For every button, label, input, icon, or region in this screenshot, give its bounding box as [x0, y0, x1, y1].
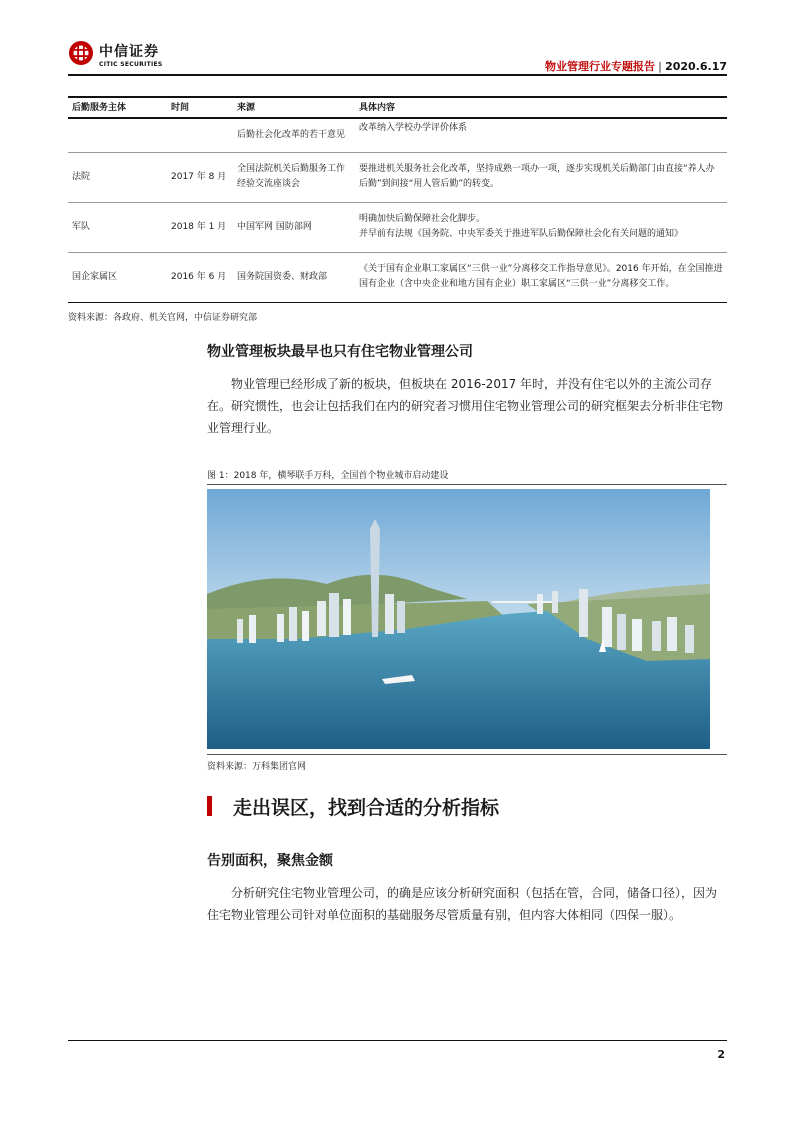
- table-row: [68, 152, 727, 202]
- logo-english-name: CITIC SECURITIES: [99, 61, 163, 68]
- paragraph-residential: 物业管理已经形成了新的板块，但板块在 2016-2017 年时，并没有住宅以外的主流公司存在。研究惯性，也会让包括我们在内的研究者习惯用住宅物业管理公司的研究框架去分析非住宅物业管理行业。: [207, 377, 724, 435]
- section-heading-residential: 物业管理板块最早也只有住宅物业管理公司: [207, 344, 473, 360]
- cell-subject: 国企家属区: [68, 252, 167, 302]
- table-header-row: [68, 97, 727, 118]
- report-date: 2020.6.17: [665, 60, 727, 73]
- figure-caption: 图 1：2018 年，横琴联手万科，全国首个物业城市启动建设: [207, 471, 449, 481]
- cell-source: 中国军网 国防部网: [233, 202, 355, 252]
- citic-logo: [68, 40, 178, 74]
- cell-time: 2018 年 1 月: [167, 202, 233, 252]
- hengqin-city-rendering-image: [207, 489, 710, 749]
- footer-rule: [68, 1040, 727, 1041]
- cell-content: 明确加快后勤保障社会化脚步。 并早前有法规《国务院、中央军委关于推进军队后勤保障社会化有关问题的通知》: [355, 202, 727, 252]
- logistics-reform-table: [68, 96, 727, 303]
- figure-bottom-rule: [207, 754, 727, 755]
- figure-source-note: 资料来源：万科集团官网: [207, 762, 307, 772]
- cell-subject: 法院: [68, 152, 167, 202]
- citic-logo-icon: [68, 40, 94, 66]
- table-row: [68, 202, 727, 252]
- paragraph-area-analysis: 分析研究住宅物业管理公司，的确是应该分析研究面积（包括在管，合同，储备口径），因为住宅物业管理公司针对单位面积的基础服务尽管质量有别，但内容大体相同（四保一服）。: [207, 886, 718, 922]
- section-title: 走出误区，找到合适的分析指标: [233, 797, 500, 819]
- column-header-source: 来源: [233, 97, 355, 118]
- table-row: [68, 252, 727, 302]
- cell-content: 要推进机关服务社会化改革，坚持成熟一项办一项，逐步实现机关后勤部门由直接“养人办后勤”到间接“用人管后勤”的转变。: [355, 152, 727, 202]
- cell-source: 全国法院机关后勤服务工作经验交流座谈会: [233, 152, 355, 202]
- city-skyline-illustration: [207, 489, 710, 749]
- column-header-content: 具体内容: [355, 97, 727, 118]
- section-marker-bar: [207, 796, 212, 816]
- logo-chinese-name: 中信证券: [99, 44, 159, 60]
- figure-top-rule: [207, 484, 727, 485]
- column-header-time: 时间: [167, 97, 233, 118]
- cell-subject: 军队: [68, 202, 167, 252]
- cell-time: 2017 年 8 月: [167, 152, 233, 202]
- subsection-heading-amount: 告别面积，聚焦金额: [207, 853, 333, 869]
- report-title: 物业管理行业专题报告: [545, 60, 656, 73]
- page-number: 2: [717, 1048, 725, 1061]
- header-separator: |: [658, 60, 663, 73]
- column-header-subject: 后勤服务主体: [68, 97, 167, 118]
- cell-content: 《关于国有企业职工家属区“三供一业”分离移交工作指导意见》。2016 年开始，在全国推进国有企业（含中央企业和地方国有企业）职工家属区“三供一业”分离移交工作。: [355, 252, 727, 302]
- table-source-note: 资料来源：各政府、机关官网，中信证券研究部: [68, 313, 258, 323]
- cell-time: 2016 年 6 月: [167, 252, 233, 302]
- header-rule: [68, 74, 727, 76]
- cell-time: [167, 118, 233, 152]
- cell-source: 国务院国资委、财政部: [233, 252, 355, 302]
- report-header-title: [545, 58, 727, 74]
- cell-subject: [68, 118, 167, 152]
- table-row: [68, 118, 727, 152]
- cell-content: 改革纳入学校办学评价体系: [355, 118, 727, 152]
- cell-source: 后勤社会化改革的若干意见: [233, 118, 355, 152]
